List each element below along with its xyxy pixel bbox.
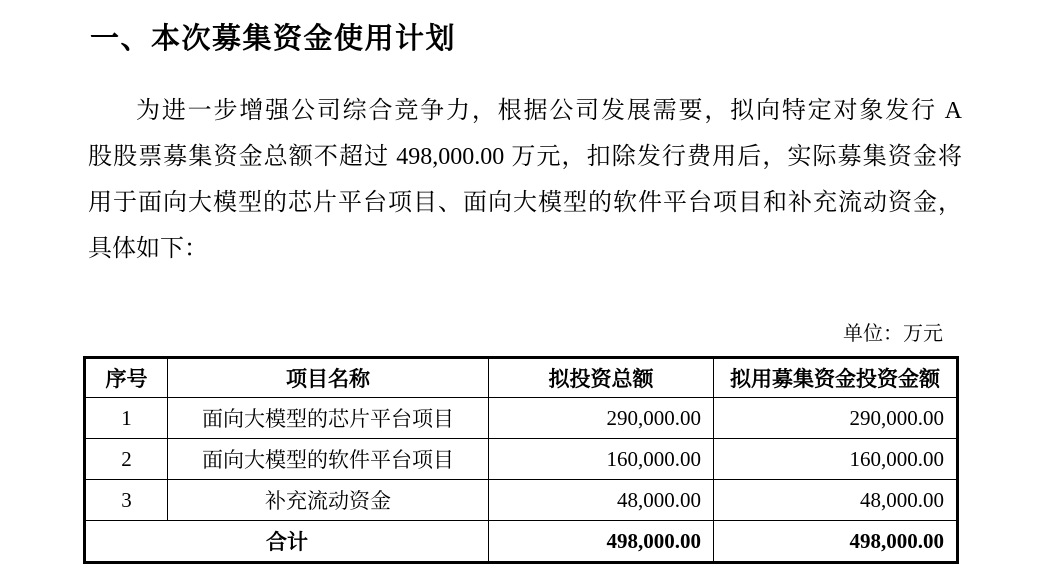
cell-project-name: 面向大模型的软件平台项目 [168, 439, 489, 480]
col-header-serial: 序号 [85, 358, 168, 398]
fund-use-table [83, 356, 959, 564]
col-header-raised-funds-investment: 拟用募集资金投资金额 [714, 358, 958, 398]
cell-project-name: 补充流动资金 [168, 480, 489, 521]
total-investment-sum: 498,000.00 [489, 521, 714, 563]
table-row [85, 480, 958, 521]
col-header-project-name: 项目名称 [168, 358, 489, 398]
paragraph-line: 为进一步增强公司综合竞争力，根据公司发展需要，拟向特定对象发行 A [136, 98, 962, 124]
col-header-total-investment: 拟投资总额 [489, 358, 714, 398]
paragraph-line: 用于面向大模型的芯片平台项目、面向大模型的软件平台项目和补充流动资金， [88, 190, 962, 216]
section-heading: 一、本次募集资金使用计划 [90, 23, 457, 55]
paragraph-line: 股股票募集资金总额不超过 498,000.00 万元，扣除发行费用后，实际募集资金将 [88, 144, 962, 170]
cell-serial: 2 [85, 439, 168, 480]
cell-total-investment: 290,000.00 [489, 398, 714, 439]
table-row [85, 439, 958, 480]
total-raised-sum: 498,000.00 [714, 521, 958, 563]
cell-project-name: 面向大模型的芯片平台项目 [168, 398, 489, 439]
table-total-row [85, 521, 958, 563]
body-paragraph [88, 88, 962, 272]
table-header-row [85, 358, 958, 398]
total-label: 合计 [85, 521, 489, 563]
table-row [85, 398, 958, 439]
cell-raised-investment: 160,000.00 [714, 439, 958, 480]
paragraph-line: 具体如下： [88, 236, 208, 262]
cell-serial: 1 [85, 398, 168, 439]
cell-total-investment: 160,000.00 [489, 439, 714, 480]
cell-raised-investment: 48,000.00 [714, 480, 958, 521]
cell-total-investment: 48,000.00 [489, 480, 714, 521]
cell-serial: 3 [85, 480, 168, 521]
cell-raised-investment: 290,000.00 [714, 398, 958, 439]
unit-label: 单位：万元 [843, 323, 943, 345]
